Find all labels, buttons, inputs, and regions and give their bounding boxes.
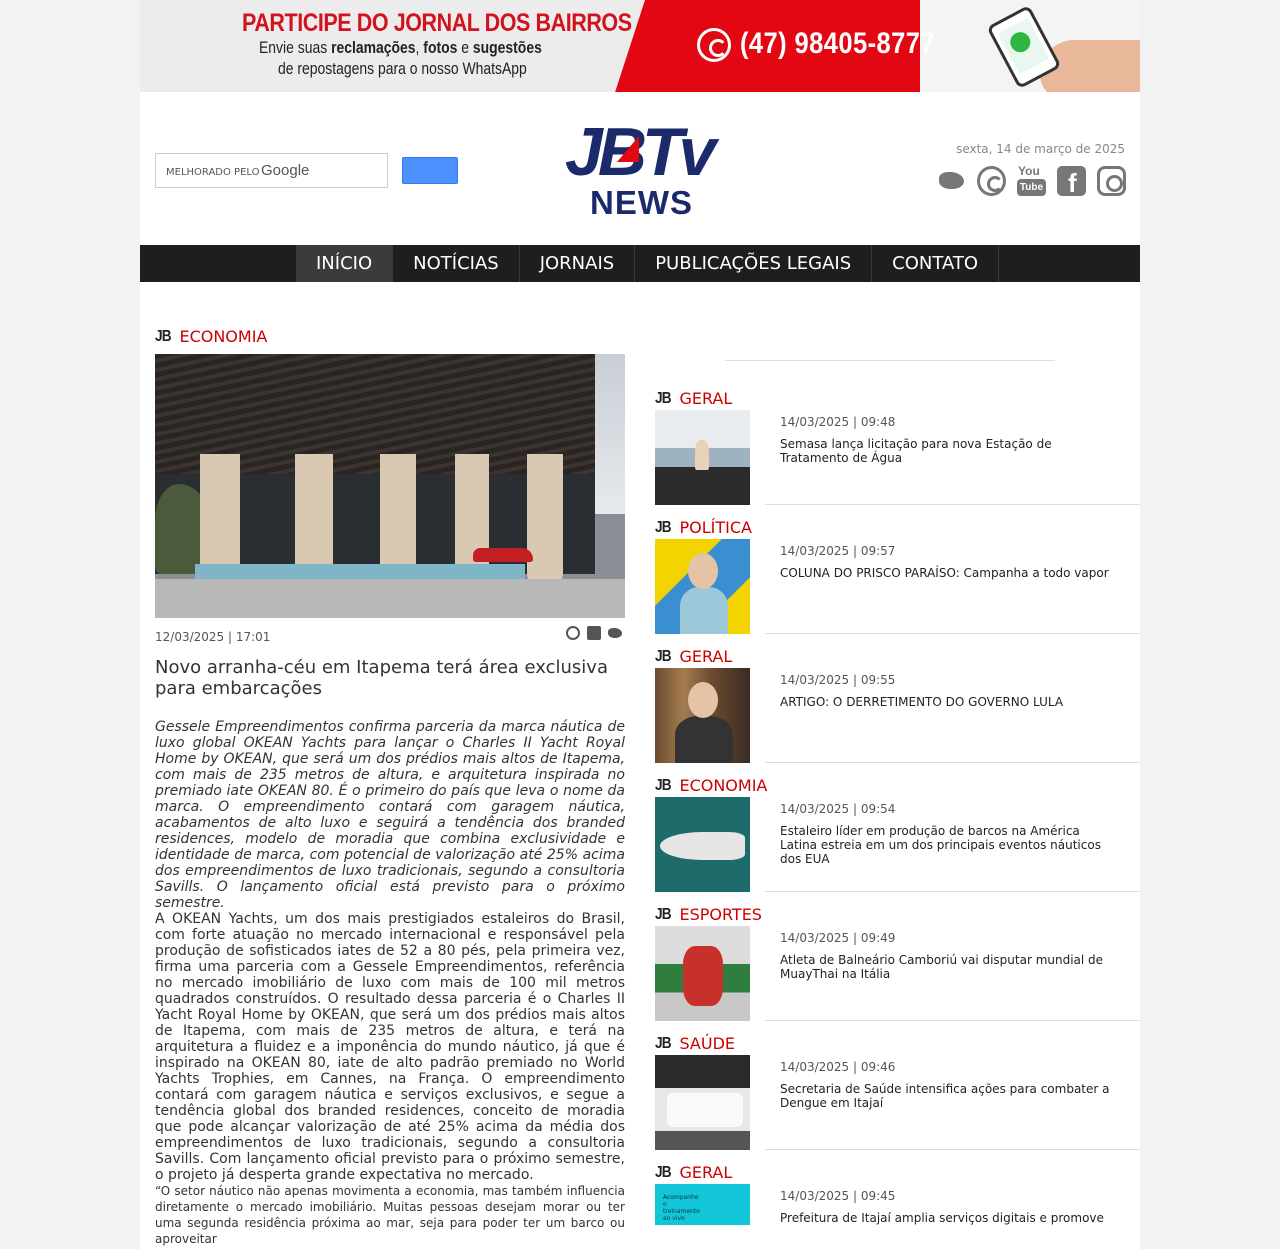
search-button[interactable] [402,157,458,184]
news-date: 14/03/2025 | 09:54 [780,802,896,816]
section-name: GERAL [679,389,733,408]
whatsapp-banner[interactable] [140,0,1140,92]
item-section-label [655,1163,732,1182]
share-whatsapp-icon[interactable] [566,626,580,640]
news-thumbnail[interactable] [655,797,750,892]
nav-item-inicio[interactable]: INÍCIO [296,245,393,282]
jb-mark: JB [655,647,671,665]
twitter-icon[interactable] [937,166,966,196]
nav-item-jornais[interactable]: JORNAIS [520,245,636,282]
search-input[interactable] [155,153,388,188]
section-name: ECONOMIA [679,776,768,795]
whatsapp-icon[interactable] [977,166,1006,196]
jb-mark: JB [155,327,171,345]
section-name: POLÍTICA [679,518,752,537]
banner-phone-number: (47) 98405-8777 [740,27,935,60]
jb-mark: JB [655,1163,671,1181]
whatsapp-icon [697,28,731,62]
thumb-figure-head [688,553,718,589]
list-item[interactable] [655,776,1140,905]
item-section-label [655,518,752,537]
news-date: 14/03/2025 | 09:57 [780,544,896,558]
google-logo: Google [261,162,310,179]
banner-title: PARTICIPE DO JORNAL DOS BAIRROS [242,9,632,37]
main-nav [140,245,1140,282]
hero-car [473,548,533,562]
list-item[interactable] [655,1163,1140,1249]
list-item[interactable] [655,647,1140,776]
news-date: 14/03/2025 | 09:46 [780,1060,896,1074]
section-name: GERAL [679,647,733,666]
news-title[interactable]: Estaleiro líder em produção de barcos na América Latina estreia em um dos principais eventos náuticos dos EUA [780,824,1101,866]
article-body: A OKEAN Yachts, um dos mais prestigiados estaleiros do Brasil, com forte atuação no mercado internacional e responsável pela produção de sofisticados iates de 52 a 80 pés, pela primeira vez, firma uma parceria com a Gessele Empreendimentos, referência no mercado imobiliário de luxo com mais de 100 mil metros quadrados construídos. O resultado dessa parceria é o Charles II Yacht Royal Home by OKEAN, que será um dos prédios mais altos de Itapema, com mais de 235 metros de altura, e terá na arquitetura a fluidez e a imponência do mundo náutico, já que é inspirado na OKEAN 80, iate de alto padrão premiado no World Yachts Trophies, em Cannes, na França. O empreendimento contará com garagem náutica e serviços exclusivos, e segue a tendência global dos branded residences, conceito de moradia que pode alcançar valorização de até 25% acima da média dos empreendimentos de luxo tradicionais, segundo a consultoria Savills. Com lançamento oficial previsto para o próximo semestre, o projeto já desperta grande expectativa no mercado. [155,911,625,1183]
item-section-label [655,647,732,666]
news-date: 14/03/2025 | 09:55 [780,673,896,687]
thumb-figure-head [688,682,718,718]
news-thumbnail[interactable] [655,410,750,505]
sidebar-divider [725,360,1055,361]
section-name: ESPORTES [679,905,762,924]
news-date: 14/03/2025 | 09:48 [780,415,896,429]
main-section-label[interactable] [155,327,267,346]
thumb-fighter [683,946,723,1006]
nav-item-contato[interactable]: CONTATO [872,245,999,282]
thumb-figure [680,587,728,634]
news-title[interactable]: ARTIGO: O DERRETIMENTO DO GOVERNO LULA [780,695,1064,709]
share-buttons [566,626,622,640]
news-title[interactable]: Prefeitura de Itajaí amplia serviços digitais e promove [780,1211,1104,1225]
news-thumbnail[interactable] [655,1055,750,1150]
thumb-figure [675,716,733,763]
banner-line-2: de repostagens para o nosso WhatsApp [278,59,527,78]
logo-triangle-icon [617,136,639,162]
news-title[interactable]: Atleta de Balneário Camboriú vai disputar mundial de MuayThai na Itália [780,953,1104,981]
article-hero-image[interactable] [155,354,625,618]
share-twitter-icon[interactable] [608,626,622,640]
share-facebook-icon[interactable] [587,626,601,640]
jb-mark: JB [655,776,671,794]
news-separator [765,1020,1140,1021]
logo-jbtv: JBTv [565,114,712,190]
nav-item-noticias[interactable]: NOTÍCIAS [393,245,520,282]
list-item[interactable] [655,518,1140,647]
jb-mark: JB [655,1034,671,1052]
current-date: sexta, 14 de março de 2025 [956,142,1125,156]
page [140,0,1140,1249]
hero-column [527,454,563,584]
article-date: 12/03/2025 | 17:01 [155,630,271,644]
news-thumbnail[interactable] [655,539,750,634]
news-separator [765,891,1140,892]
list-item[interactable] [655,1034,1140,1163]
news-title[interactable]: COLUNA DO PRISCO PARAÍSO: Campanha a todo vapor [780,566,1109,580]
news-date: 14/03/2025 | 09:45 [780,1189,896,1203]
article-lead: Gessele Empreendimentos confirma parceria da marca náutica de luxo global OKEAN Yachts para lançar o Charles II Yacht Royal Home by OKEAN, que será um dos prédios mais altos de Itapema, com mais de 235 metros de altura, e arquitetura inspirada no premiado iate OKEAN 80. É o primeiro do país que leva o nome da marca. O empreendimento contará com garagem náutica, acabamentos de alto luxo e seguirá a tendência dos branded residences, modelo de moradia que combina exclusividade e identidade de marca, com potencial de valorização até 25% acima dos empreendimentos de luxo tradicionais, segundo a consultoria Savills. O lançamento oficial está previsto para o próximo semestre. [155,719,625,911]
news-title[interactable]: Semasa lança licitação para nova Estação de Tratamento de Água [780,437,1052,465]
section-name: SAÚDE [679,1034,735,1053]
youtube-icon[interactable] [1017,166,1046,196]
jb-mark: JB [655,518,671,536]
instagram-icon[interactable] [1097,166,1126,196]
item-section-label [655,905,762,924]
news-date: 14/03/2025 | 09:49 [780,931,896,945]
site-logo[interactable] [565,114,720,222]
jb-mark: JB [655,905,671,923]
item-section-label [655,389,732,408]
list-item[interactable] [655,905,1140,1034]
news-separator [765,633,1140,634]
news-thumbnail[interactable] [655,1184,750,1225]
news-thumbnail[interactable] [655,668,750,763]
banner-line-1: Envie suas reclamações, fotos e sugestões [259,38,542,57]
section-name: GERAL [679,1163,733,1182]
thumb-truck [667,1093,743,1127]
thumb-boat [660,832,745,860]
news-separator [765,1149,1140,1150]
facebook-icon[interactable] [1057,166,1086,196]
nav-item-publicacoes-legais[interactable]: PUBLICAÇÕES LEGAIS [635,245,872,282]
social-links [937,166,1126,196]
article-title[interactable]: Novo arranha-céu em Itapema terá área exclusiva para embarcações [155,657,608,699]
jb-mark: JB [655,389,671,407]
section-name: ECONOMIA [179,327,268,346]
thumb-text: Acompanhe o treinamento ao vivo [663,1194,700,1222]
item-section-label [655,776,767,795]
thumb-figure [695,440,709,470]
news-thumbnail[interactable] [655,926,750,1021]
news-separator [765,504,1140,505]
item-section-label [655,1034,735,1053]
news-separator [765,762,1140,763]
article-quote: “O setor náutico não apenas movimenta a economia, mas também influencia diretamente o mercado imobiliário. Muitas pessoas desejam morar ou ter uma segunda residência próxima ao mar, seja para poder ter um barco ou aproveitar [155,1184,625,1246]
hero-ground [155,579,625,618]
list-item[interactable] [655,389,1140,518]
news-title[interactable]: Secretaria de Saúde intensifica ações para combater a Dengue em Itajaí [780,1082,1110,1110]
search-powered-label: MELHORADO PELO [166,167,260,178]
logo-news: NEWS [590,184,693,221]
